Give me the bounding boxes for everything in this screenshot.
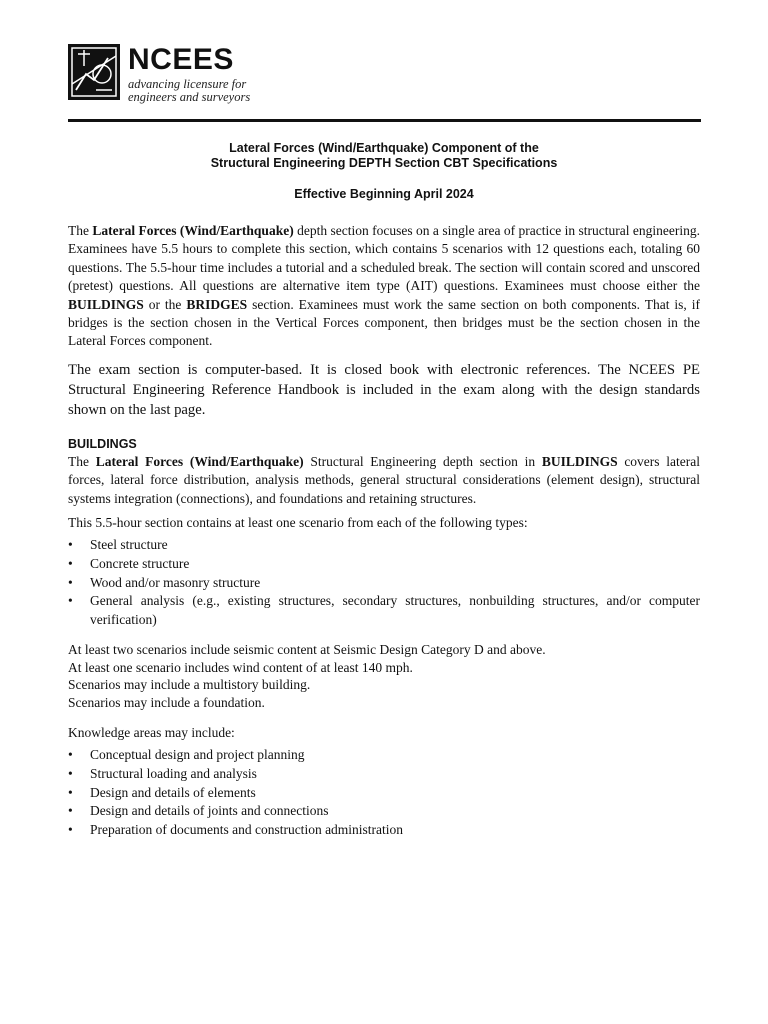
requirement-line: At least one scenario includes wind content of at least 140 mph. [68, 659, 413, 675]
buildings-heading: BUILDINGS [68, 436, 137, 451]
knowledge-areas-intro: Knowledge areas may include: [68, 725, 235, 741]
logo-tagline-line2: engineers and surveyors [128, 90, 251, 104]
scenario-types-list [68, 536, 700, 629]
ncees-emblem-icon [68, 44, 120, 100]
requirement-line: Scenarios may include a foundation. [68, 694, 265, 710]
requirement-line: At least two scenarios include seismic content at Seismic Design Category D and above. [68, 642, 546, 658]
list-item: • Wood and/or masonry structure [68, 574, 700, 593]
list-item: • Concrete structure [68, 555, 700, 574]
title-line-2: Structural Engineering DEPTH Section CBT Specifications [210, 156, 558, 170]
document-title [0, 141, 768, 171]
exam-format-paragraph: The exam section is computer-based. It is closed book with electronic references. The NCEES PE Structural Engineering Reference Handbook is included in the exam along with the design standards shown on the last page. [68, 361, 700, 418]
ncees-logo [68, 44, 250, 104]
logo-tagline-line1: advancing licensure for [128, 77, 247, 91]
list-item: • Preparation of documents and construction administration [68, 821, 700, 840]
buildings-paragraph: The Lateral Forces (Wind/Earthquake) Structural Engineering depth section in BUILDINGS covers lateral forces, lateral force distribution, analysis methods, general structural considerations (element design), structural systems integration (connections), and foundations and retaining structures. [68, 453, 700, 506]
title-line-1: Lateral Forces (Wind/Earthquake) Component of the [229, 141, 539, 155]
logo-text [128, 44, 250, 104]
list-item: • Design and details of joints and connections [68, 802, 700, 821]
list-item: • Structural loading and analysis [68, 765, 700, 784]
list-item: • Design and details of elements [68, 784, 700, 803]
document-body [68, 222, 700, 839]
list-item: • Steel structure [68, 536, 700, 555]
scenario-intro: This 5.5-hour section contains at least one scenario from each of the following types: [68, 515, 528, 531]
scenario-requirements [68, 641, 700, 711]
logo-tagline [128, 78, 250, 104]
list-item: • General analysis (e.g., existing structures, secondary structures, nonbuilding structures, and/or computer verification) [68, 592, 700, 629]
logo-name: NCEES [128, 43, 234, 76]
requirement-line: Scenarios may include a multistory building. [68, 677, 311, 693]
intro-paragraph: The Lateral Forces (Wind/Earthquake) depth section focuses on a single area of practice in structural engineering. Examinees have 5.5 hours to complete this section, which contains 5 scenarios with 12 questions each, totaling 60 questions. The 5.5-hour time includes a tutorial and a scheduled break. The section will contain scored and unscored (pretest) questions. All questions are alternative item type (AIT) questions. Examinees must choose either the BUILDINGS or the BRIDGES section. Examinees must work the same section on both components. That is, if bridges is the section chosen in the Vertical Forces component, then bridges must be the section chosen in the Lateral Forces component. [68, 223, 700, 349]
list-item: • Conceptual design and project planning [68, 746, 700, 765]
header-divider [68, 119, 701, 122]
effective-date: Effective Beginning April 2024 [294, 187, 474, 201]
knowledge-areas-list [68, 746, 700, 839]
